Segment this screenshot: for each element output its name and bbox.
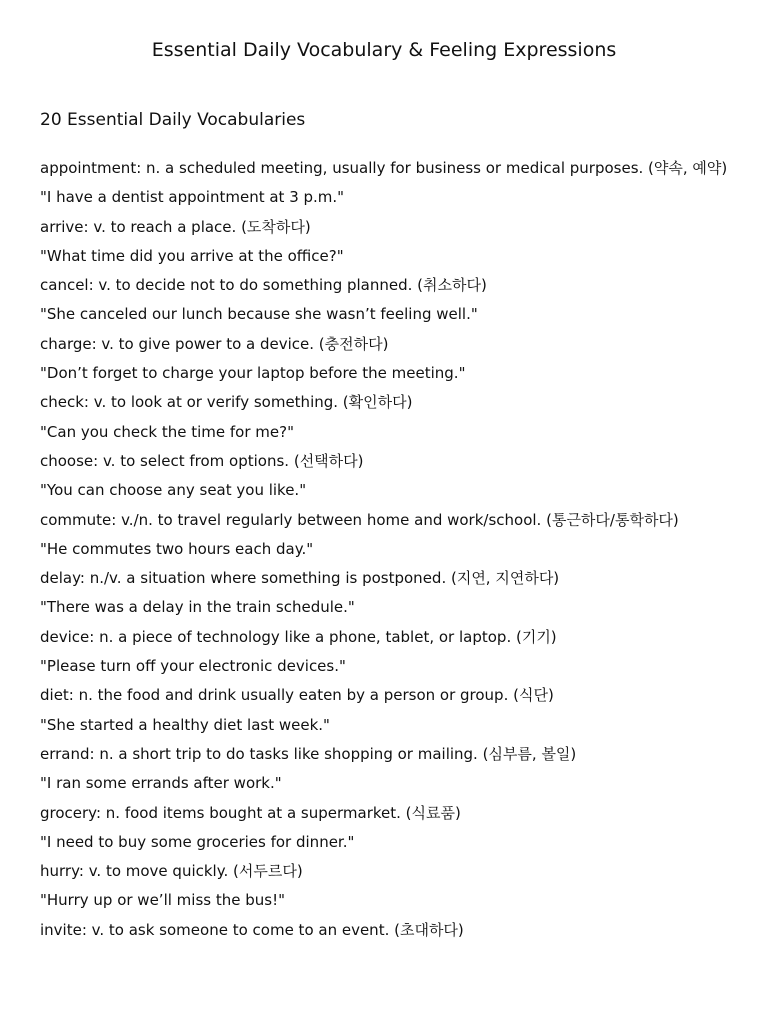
list-item bbox=[40, 507, 750, 566]
vocabulary-example: "She canceled our lunch because she wasn’t feeling well." bbox=[40, 305, 478, 324]
vocabulary-definition: cancel: v. to decide not to do something planned. (취소하다) bbox=[40, 276, 487, 295]
list-item bbox=[40, 155, 750, 214]
vocabulary-definition: errand: n. a short trip to do tasks like shopping or mailing. (심부름, 볼일) bbox=[40, 744, 577, 763]
list-item bbox=[40, 682, 750, 741]
vocabulary-list bbox=[40, 155, 750, 975]
list-item bbox=[40, 741, 750, 800]
list-item bbox=[40, 272, 750, 331]
vocabulary-definition: hurry: v. to move quickly. (서두르다) bbox=[40, 862, 303, 881]
list-item bbox=[40, 448, 750, 507]
document-title: Essential Daily Vocabulary & Feeling Expressions bbox=[151, 39, 617, 61]
list-item bbox=[40, 389, 750, 448]
vocabulary-example: "There was a delay in the train schedule." bbox=[40, 598, 355, 617]
list-item bbox=[40, 917, 750, 976]
vocabulary-definition: commute: v./n. to travel regularly between home and work/school. (통근하다/통학하다) bbox=[40, 510, 679, 529]
vocabulary-definition: arrive: v. to reach a place. (도착하다) bbox=[40, 217, 311, 236]
vocabulary-definition: check: v. to look at or verify something. (확인하다) bbox=[40, 393, 413, 412]
vocabulary-definition: appointment: n. a scheduled meeting, usually for business or medical purposes. (약속, 예약) bbox=[40, 159, 728, 177]
vocabulary-definition: choose: v. to select from options. (선택하다) bbox=[40, 451, 364, 470]
vocabulary-example: "You can choose any seat you like." bbox=[40, 481, 307, 500]
vocabulary-example: "Hurry up or we’ll miss the bus!" bbox=[40, 891, 285, 910]
vocabulary-example: "I ran some errands after work." bbox=[40, 774, 282, 793]
list-item bbox=[40, 214, 750, 273]
vocabulary-example: "She started a healthy diet last week." bbox=[40, 715, 330, 734]
vocabulary-definition: diet: n. the food and drink usually eaten by a person or group. (식단) bbox=[40, 686, 554, 705]
section-heading: 20 Essential Daily Vocabularies bbox=[40, 110, 306, 130]
vocabulary-example: "Please turn off your electronic devices." bbox=[40, 657, 346, 676]
list-item bbox=[40, 624, 750, 683]
vocabulary-example: "He commutes two hours each day." bbox=[40, 539, 314, 558]
list-item bbox=[40, 858, 750, 917]
vocabulary-example: "What time did you arrive at the office?" bbox=[40, 246, 344, 265]
vocabulary-definition: charge: v. to give power to a device. (충전하다) bbox=[40, 334, 389, 353]
vocabulary-definition: device: n. a piece of technology like a phone, tablet, or laptop. (기기) bbox=[40, 627, 557, 646]
vocabulary-example: "Don’t forget to charge your laptop before the meeting." bbox=[40, 364, 466, 383]
list-item bbox=[40, 565, 750, 624]
vocabulary-example: "Can you check the time for me?" bbox=[40, 422, 294, 441]
vocabulary-definition: invite: v. to ask someone to come to an event. (초대하다) bbox=[40, 920, 464, 939]
vocabulary-example: "I need to buy some groceries for dinner." bbox=[40, 832, 355, 851]
vocabulary-example: "I have a dentist appointment at 3 p.m." bbox=[40, 188, 345, 207]
list-item bbox=[40, 800, 750, 859]
list-item bbox=[40, 331, 750, 390]
vocabulary-definition: grocery: n. food items bought at a supermarket. (식료품) bbox=[40, 803, 461, 822]
vocabulary-definition: delay: n./v. a situation where something is postponed. (지연, 지연하다) bbox=[40, 569, 560, 588]
